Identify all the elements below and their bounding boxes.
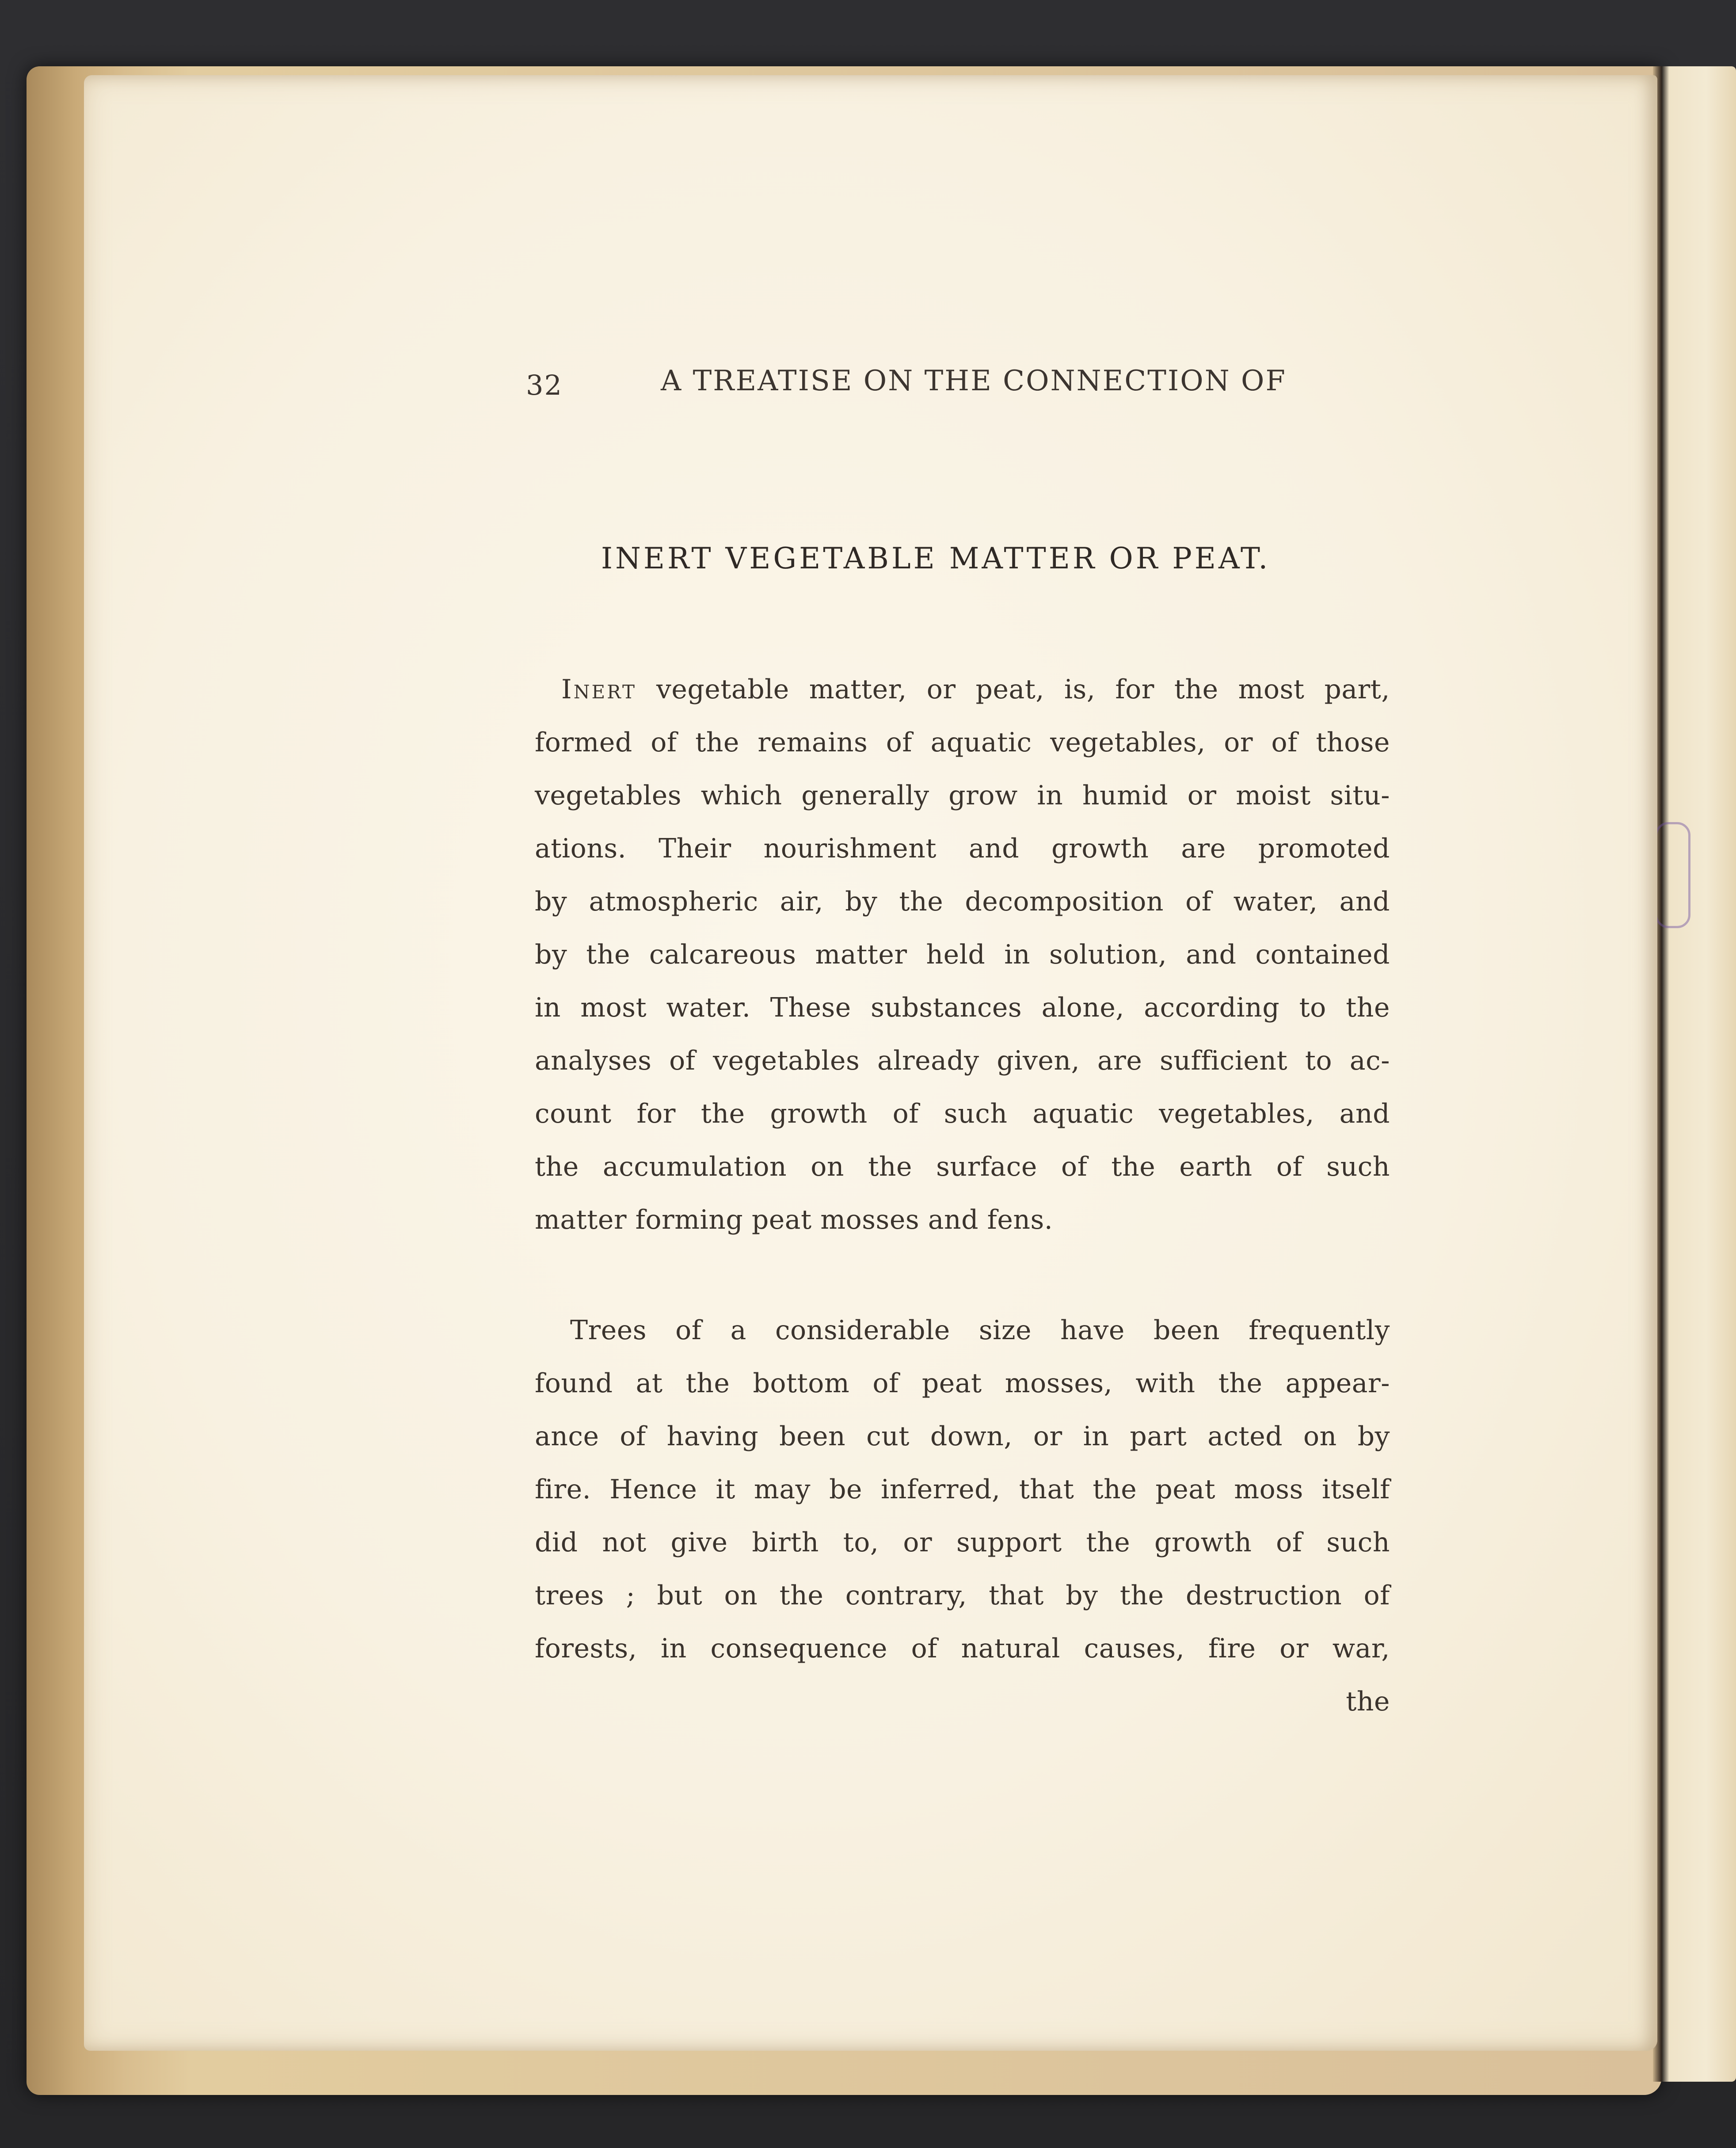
section-heading: INERT VEGETABLE MATTER OR PEAT. xyxy=(601,541,1271,575)
paragraph-line: count for the growth of such aquatic vegetables, and xyxy=(535,1098,1390,1129)
paragraph-line: the accumulation on the surface of the earth of such xyxy=(535,1151,1390,1182)
catchword: the xyxy=(1346,1686,1390,1717)
paragraph-line: ations. Their nourishment and growth are promoted xyxy=(535,833,1390,864)
paragraph-line: formed of the remains of aquatic vegetables, or of those xyxy=(535,727,1390,758)
facing-page-edge xyxy=(1662,66,1736,2082)
line-text: vegetable matter, or peat, is, for the most part, xyxy=(656,674,1390,705)
lead-word: Inert xyxy=(561,674,637,705)
paragraph-line: matter forming peat mosses and fens. xyxy=(535,1204,1053,1235)
paragraph-line: analyses of vegetables already given, are sufficient to ac- xyxy=(535,1045,1390,1076)
paragraph-line: found at the bottom of peat mosses, with the appear- xyxy=(535,1368,1390,1399)
running-head xyxy=(526,365,1287,404)
running-title: A TREATISE ON THE CONNECTION OF xyxy=(661,365,1287,397)
paragraph-line: did not give birth to, or support the growth of such xyxy=(535,1527,1390,1558)
paragraph-line: forests, in consequence of natural causes, fire or war, xyxy=(535,1633,1390,1664)
paragraph-line: trees ; but on the contrary, that by the destruction of xyxy=(535,1580,1390,1611)
paragraph-line: in most water. These substances alone, according to the xyxy=(535,992,1390,1023)
paragraph-line: fire. Hence it may be inferred, that the peat moss itself xyxy=(535,1474,1390,1505)
paragraph-line: ance of having been cut down, or in part acted on by xyxy=(535,1421,1390,1452)
paragraph-line: by atmospheric air, by the decomposition of water, and xyxy=(535,886,1390,917)
paragraph-line xyxy=(561,667,1390,712)
paragraph-line: by the calcareous matter held in solution, and contained xyxy=(535,939,1390,970)
paragraph-line: vegetables which generally grow in humid or moist situ- xyxy=(535,780,1390,811)
page-number: 32 xyxy=(526,369,563,401)
paragraph-line: Trees of a considerable size have been frequently xyxy=(570,1315,1390,1346)
library-stamp-icon xyxy=(1655,822,1690,928)
